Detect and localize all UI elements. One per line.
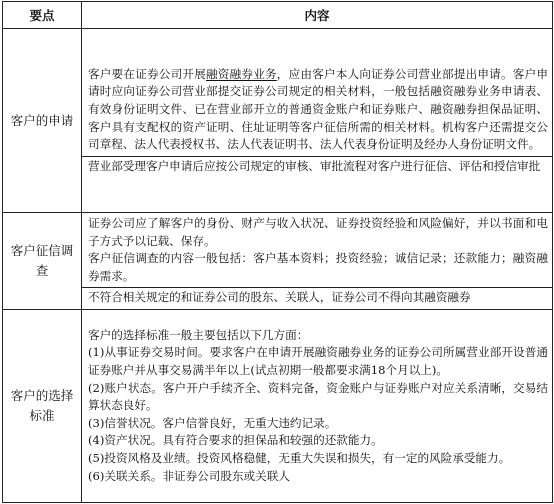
content-paragraph: (5)投资风格及业绩。投资风格稳健，无重大失误和损失，有一定的风险承受能力。 (88, 450, 511, 465)
row-label: 客户征信调查 (3, 213, 82, 310)
row-label: 客户的申请 (3, 29, 82, 213)
content-paragraph: 不符合相关规定的和证券公司的股东、关联人，证券公司不得向其融资融券 (88, 290, 471, 305)
content-paragraph: 客户的选择标准一般主要包括以下几方面： (88, 327, 309, 342)
content-paragraph: 营业部受理客户申请后应按公司规定的审核、审批流程对客户进行征信、评估和授信审批 (88, 158, 541, 173)
content-table (2, 1, 553, 503)
underlined-term: 融资融券业务 (206, 66, 277, 81)
table-row (3, 309, 553, 502)
content-paragraph: (3)信誉状况。客户信誉良好，无重大违约记录。 (88, 415, 337, 430)
row-label: 客户的选择标准 (3, 309, 82, 502)
header-content: 内容 (82, 2, 553, 29)
content-paragraph: (2)账户状态。客户开户手续齐全、资料完备，资金账户与证券账户对应关系清晰，交易结算状态良好。 (88, 380, 548, 413)
header-row (3, 2, 553, 29)
content-paragraph: (6)关联关系。非证券公司股东或关联人 (88, 468, 290, 483)
content-segment (82, 287, 552, 307)
content-paragraph: (1)从事证券交易时间。要求客户在申请开展融资融券业务的证券公司所属营业部开设普通证券账户并从事交易满半年以上(试点初期一般都要求满18个月以上)。 (88, 345, 548, 377)
row-content (82, 309, 553, 502)
content-paragraph: 客户征信调查的内容一般包括：客户基本资料；投资经验；诚信记录；还款能力；融资融券需求。 (88, 251, 548, 283)
row-content (82, 29, 553, 213)
content-paragraph: 证券公司应了解客户的身份、财产与收入状况、证券投资经验和风险偏好，并以书面和电子方式予以记载、保存。 (88, 216, 548, 248)
content-segment (82, 215, 552, 285)
header-key-points: 要点 (3, 2, 82, 29)
content-segment (82, 156, 552, 176)
table-row (3, 213, 553, 310)
content-paragraph: 客户要在证券公司开展融资融券业务，应由客户本人向证券公司营业部提出申请。客户申请时应向证券公司营业部提交证券公司规定的相关材料，一般包括融资融券业务申请表、有效身份证明文件、已在营业部开立的普通资金账户和证券账户、融资融券担保品证明、客户具有支配权的资产证明、住址证明等客户征信所需的相关材料。机构客户还需提交公司章程、法人代表授权书、法人代表证明书、法人代表身份证明及经办人身份证明文件。 (88, 66, 548, 152)
content-segment (82, 327, 552, 485)
row-content (82, 213, 553, 310)
content-paragraph: (4)资产状况。具有符合要求的担保品和较强的还款能力。 (88, 433, 383, 448)
content-segment (82, 66, 552, 154)
table-row (3, 29, 553, 213)
